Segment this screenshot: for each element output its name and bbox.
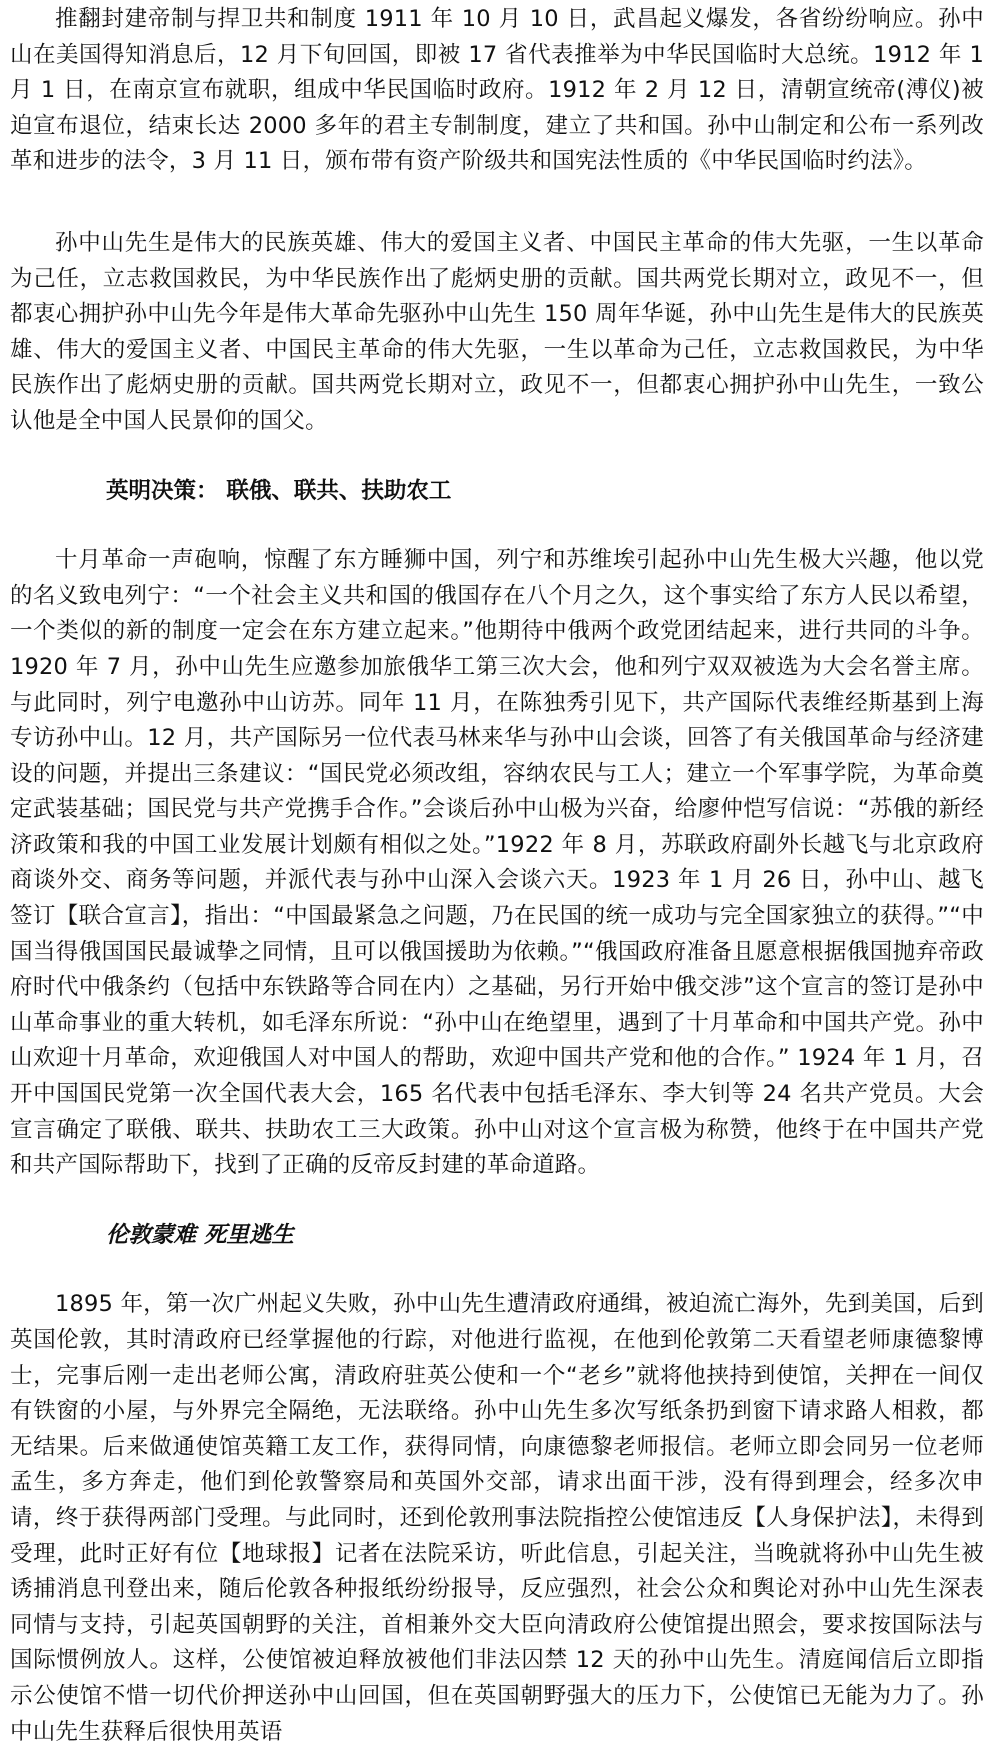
section-heading-london-kidnapping: 伦敦蒙难 死里逃生 <box>106 1221 294 1248</box>
paragraph-founding-republic: 推翻封建帝制与捍卫共和制度 1911 年 10 月 10 日，武昌起义爆发，各省纷纷响应。孙中山在美国得知消息后，12 月下旬回国，即被 17 省代表推举为中华民国临时大总统。1912 年 1 月 1 日，在南京宣布就职，组成中华民国临时政府。1912 年 2 月 12 日，清朝宣统帝(溥仪)被迫宣布退位，结束长达 2000 多年的君主专制制度，建立了共和国。孙中山制定和公布一系列改革和进步的法令，3 月 11 日，颁布带有资产阶级共和国宪法性质的《中华民国临时约法》。 <box>10 6 984 175</box>
paragraph-spacer <box>10 1184 984 1218</box>
paragraph-spacer <box>10 1253 984 1287</box>
paragraph-sun-yat-sen-legacy: 孙中山先生是伟大的民族英雄、伟大的爱国主义者、中国民主革命的伟大先驱，一生以革命为己任，立志救国救民，为中华民族作出了彪炳史册的贡献。国共两党长期对立，政见不一，但都衷心拥护孙中山先今年是伟大革命先驱孙中山先生 150 周年华诞，孙中山先生是伟大的民族英雄、伟大的爱国主义者、中国民主革命的伟大先驱，一生以革命为己任，立志救国救民，为中华民族作出了彪炳史册的贡献。国共两党长期对立，政见不一，但都衷心拥护孙中山先生，一致公认他是全中国人民景仰的国父。 <box>10 229 984 434</box>
paragraph-spacer <box>10 509 984 543</box>
paragraph-spacer <box>10 180 984 226</box>
paragraph-october-revolution: 十月革命一声砲响，惊醒了东方睡狮中国，列宁和苏维埃引起孙中山先生极大兴趣，他以党的名义致电列宁：“一个社会主义共和国的俄国存在八个月之久，这个事实给了东方人民以希望，一个类似的新的制度一定会在东方建立起来。”他期待中俄两个政党团结起来，进行共同的斗争。1920 年 7 月，孙中山先生应邀参加旅俄华工第三次大会，他和列宁双双被选为大会名誉主席。与此同时，列宁电邀孙中山访苏。同年 11 月，在陈独秀引见下，共产国际代表维经斯基到上海专访孙中山。12 月，共产国际另一位代表马林来华与孙中山会谈，回答了有关俄国革命与经济建设的问题，并提出三条建议：“国民党必须改组，容纳农民与工人；建立一个军事学院，为革命奠定武装基础；国民党与共产党携手合作。”会谈后孙中山极为兴奋，给廖仲恺写信说：“苏俄的新经济政策和我的中国工业发展计划颇有相似之处。”1922 年 8 月，苏联政府副外长越飞与北京政府商谈外交、商务等问题，并派代表与孙中山深入会谈六天。1923 年 1 月 26 日，孙中山、越飞签订【联合宣言】，指出：“中国最紧急之问题，乃在民国的统一成功与完全国家独立的获得。”“中国当得俄国国民最诚挚之同情，且可以俄国援助为依赖。”“俄国政府准备且愿意根据俄国抛弃帝政府时代中俄条约（包括中东铁路等合同在内）之基础，另行开始中俄交涉”这个宣言的签订是孙中山革命事业的重大转机，如毛泽东所说：“孙中山在绝望里，遇到了十月革命和中国共产党。孙中山欢迎十月革命，欢迎俄国人对中国人的帮助，欢迎中国共产党和他的合作。” 1924 年 1 月，召开中国国民党第一次全国代表大会，165 名代表中包括毛泽东、李大钊等 24 名共产党员。大会宣言确定了联俄、联共、扶助农工三大政策。孙中山对这个宣言极为称赞，他终于在中国共产党和共产国际帮助下，找到了正确的反帝反封建的革命道路。 <box>10 547 984 1179</box>
paragraph-spacer <box>10 440 984 474</box>
paragraph-london-ordeal: 1895 年，第一次广州起义失败，孙中山先生遭清政府通缉，被迫流亡海外，先到美国，后到英国伦敦，其时清政府已经掌握他的行踪，对他进行监视，在他到伦敦第二天看望老师康德黎博士，完事后刚一走出老师公寓，清政府驻英公使和一个“老乡”就将他挟持到使馆，关押在一间仅有铁窗的小屋，与外界完全隔绝，无法联络。孙中山先生多次写纸条扔到窗下请求路人相救，都无结果。后来做通使馆英籍工友工作，获得同情，向康德黎老师报信。老师立即会同另一位老师孟生，多方奔走，他们到伦敦警察局和英国外交部，请求出面干涉，没有得到理会，经多次申请，终于获得两部门受理。与此同时，还到伦敦刑事法院指控公使馆违反【人身保护法】，未得到受理，此时正好有位【地球报】记者在法院采访，听此信息，引起关注，当晚就将孙中山先生被诱捕消息刊登出来，随后伦敦各种报纸纷纷报导，反应强烈，社会公众和舆论对孙中山先生深表同情与支持，引起英国朝野的关注，首相兼外交大臣向清政府公使馆提出照会，要求按国际法与国际惯例放人。这样，公使馆被迫释放被他们非法囚禁 12 天的孙中山先生。清庭闻信后立即指示公使馆不惜一切代价押送孙中山回国，但在英国朝野强大的压力下，公使馆已无能为力了。孙中山先生获释后很快用英语 <box>10 1291 984 1745</box>
section-heading-wise-policy: 英明决策： 联俄、联共、扶助农工 <box>106 477 452 504</box>
